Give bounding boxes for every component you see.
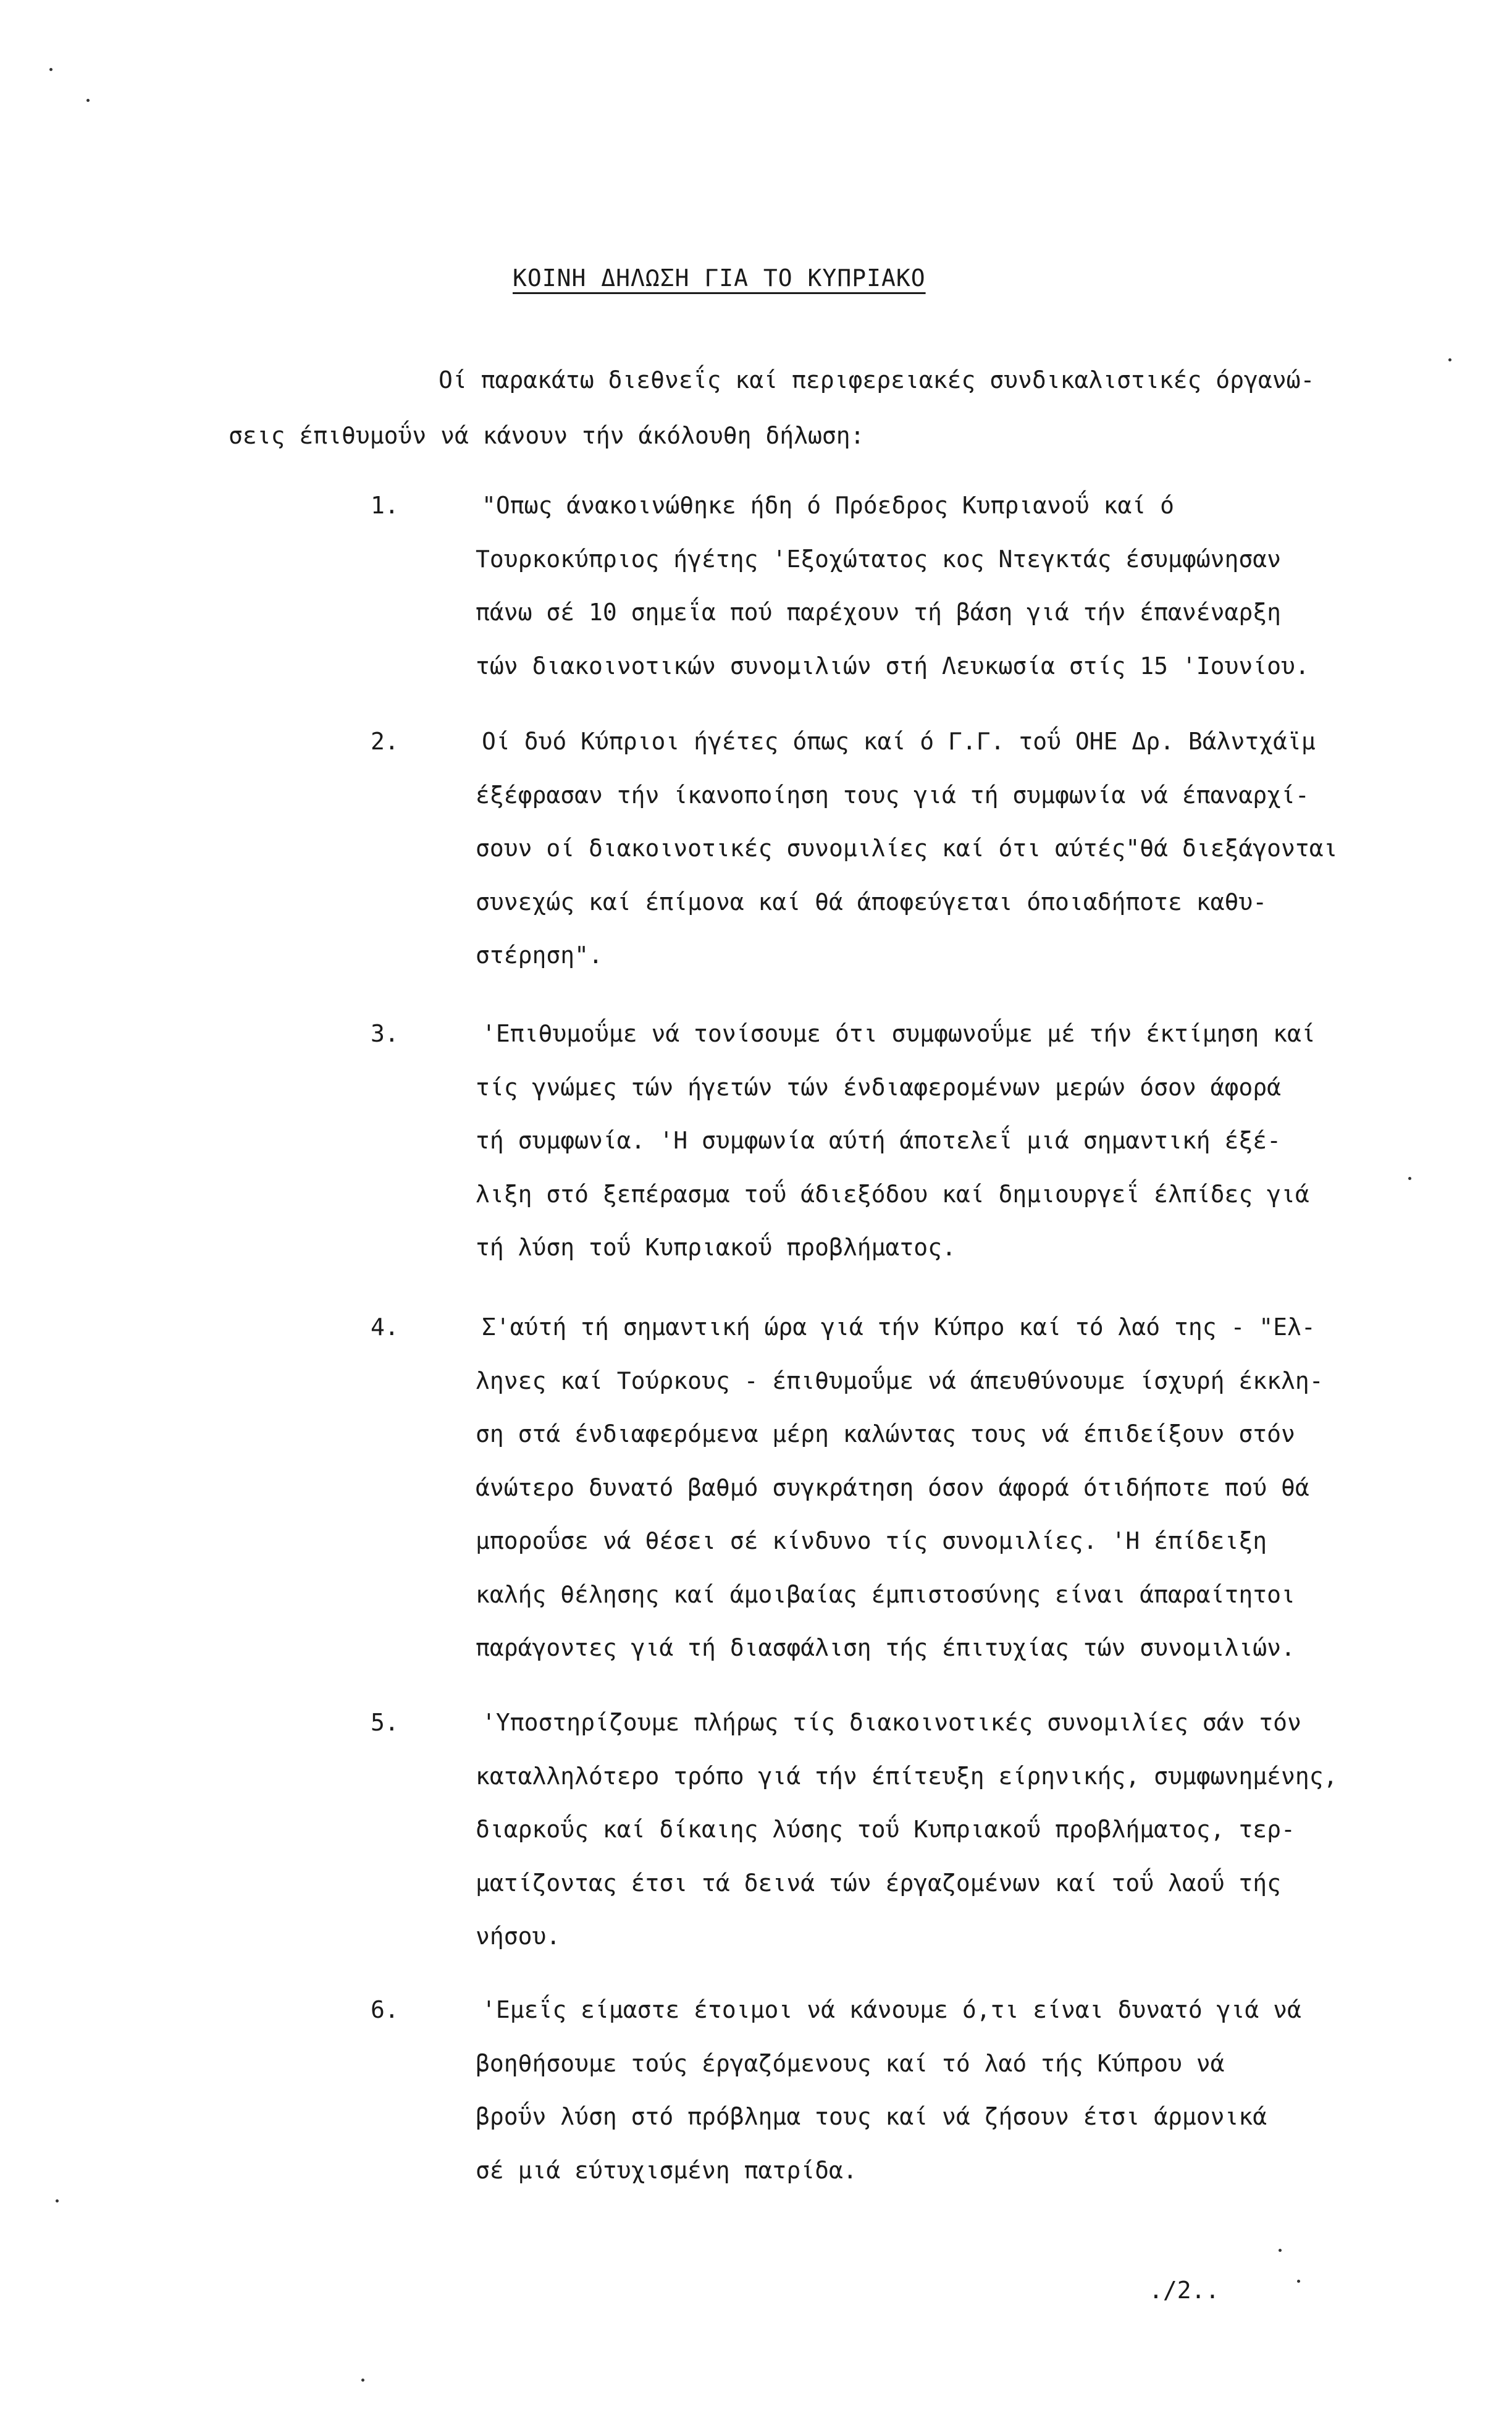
item-number: 3. xyxy=(371,1020,399,1047)
item-line: τή λύση τοΰ Κυπριακοΰ προβλήματος. xyxy=(476,1234,956,1261)
item-line: Τουρκοκύπριος ήγέτης 'Εξοχώτατος κος Ντεγκτάς έσυμφώνησαν xyxy=(476,545,1282,573)
item-line: μποροΰσε νά θέσει σέ κίνδυνο τίς συνομιλίες. 'Η έπίδειξη xyxy=(476,1527,1267,1554)
item-line: Οί δυό Κύπριοι ήγέτες όπως καί ό Γ.Γ. τοΰ ΟΗΕ Δρ. Βάλντχάϊμ xyxy=(482,728,1316,755)
page-number: ./2.. xyxy=(1149,2277,1220,2304)
item-line: "Οπως άνακοινώθηκε ήδη ό Πρόεδρος Κυπριανοΰ καί ό xyxy=(482,492,1175,519)
list-item-4 xyxy=(371,1300,1427,1675)
scan-speck xyxy=(1297,2280,1300,2283)
item-line: 'Εμεΐς είμαστε έτοιμοι νά κάνουμε ό,τι είναι δυνατό γιά νά xyxy=(482,1996,1301,2023)
item-number: 4. xyxy=(371,1313,399,1341)
item-line: ση στά ένδιαφερόμενα μέρη καλώντας τους νά έπιδείξουν στόν xyxy=(476,1420,1295,1448)
scan-speck xyxy=(1448,358,1451,361)
document-title: ΚΟΙΝΗ ΔΗΛΩΣΗ ΓΙΑ ΤΟ ΚΥΠΡΙΑΚΟ xyxy=(513,264,926,292)
item-number: 6. xyxy=(371,1996,399,2023)
item-line: σουν οί διακοινοτικές συνομιλίες καί ότι αύτές"θά διεξάγονται xyxy=(476,835,1338,862)
list-item-5 xyxy=(371,1696,1427,1963)
scan-speck xyxy=(49,68,52,71)
item-line: βροΰν λύση στό πρόβλημα τους καί νά ζήσουν έτσι άρμονικά xyxy=(476,2103,1267,2130)
item-line: 'Επιθυμοΰμε νά τονίσουμε ότι συμφωνοΰμε μέ τήν έκτίμηση καί xyxy=(482,1020,1316,1047)
item-line: σέ μιά εύτυχισμένη πατρίδα. xyxy=(476,2156,857,2184)
scan-speck xyxy=(86,99,90,102)
item-line: καταλληλότερο τρόπο γιά τήν έπίτευξη είρηνικής, συμφωνημένης, xyxy=(476,1762,1338,1790)
list-item-3 xyxy=(371,1007,1427,1275)
item-number: 2. xyxy=(371,728,399,755)
item-line: παράγοντες γιά τή διασφάλιση τής έπιτυχίας τών συνομιλιών. xyxy=(476,1634,1295,1661)
item-number: 5. xyxy=(371,1709,399,1736)
list-item-1 xyxy=(371,479,1427,693)
scan-speck xyxy=(1408,1177,1411,1180)
item-line: καλής θέλησης καί άμοιβαίας έμπιστοσύνης είναι άπαραίτητοι xyxy=(476,1580,1295,1608)
item-line: ληνες καί Τούρκους - έπιθυμοΰμε νά άπευθύνουμε ίσχυρή έκκλη- xyxy=(476,1367,1324,1394)
item-line: έξέφρασαν τήν ίκανοποίηση τους γιά τή συμφωνία νά έπαναρχί- xyxy=(476,781,1309,809)
item-line: άνώτερο δυνατό βαθμό συγκράτηση όσον άφορά ότιδήποτε πού θά xyxy=(476,1473,1309,1501)
item-line: στέρηση". xyxy=(476,942,603,969)
intro-paragraph xyxy=(229,352,1402,463)
item-line: 'Υποστηρίζουμε πλήρως τίς διακοινοτικές συνομιλίες σάν τόν xyxy=(482,1709,1301,1736)
scan-speck xyxy=(361,2379,364,2382)
scan-speck xyxy=(56,2199,59,2202)
list-item-2 xyxy=(371,715,1427,982)
item-line: τίς γνώμες τών ήγετών τών ένδιαφερομένων μερών όσον άφορά xyxy=(476,1073,1282,1101)
item-line: τή συμφωνία. 'Η συμφωνία αύτή άποτελεΐ μιά σημαντική έξέ- xyxy=(476,1127,1282,1154)
list-item-6 xyxy=(371,1983,1427,2197)
scan-speck xyxy=(1279,2249,1282,2252)
item-line: ματίζοντας έτσι τά δεινά τών έργαζομένων καί τοΰ λαοΰ τής xyxy=(476,1869,1282,1897)
item-line: Σ'αύτή τή σημαντική ώρα γιά τήν Κύπρο καί τό λαό της - "Ελ- xyxy=(482,1313,1316,1341)
item-line: λιξη στό ξεπέρασμα τοΰ άδιεξόδου καί δημιουργεΐ έλπίδες γιά xyxy=(476,1180,1309,1208)
intro-line: Οί παρακάτω διεθνεΐς καί περιφερειακές συνδικαλιστικές όργανώ- xyxy=(439,366,1315,394)
item-line: νήσου. xyxy=(476,1923,561,1950)
intro-line: σεις έπιθυμοΰν νά κάνουν τήν άκόλουθη δήλωση: xyxy=(229,422,865,449)
item-line: τών διακοινοτικών συνομιλιών στή Λευκωσία στίς 15 'Ιουνίου. xyxy=(476,652,1309,680)
item-line: συνεχώς καί έπίμονα καί θά άποφεύγεται όποιαδήποτε καθυ- xyxy=(476,888,1267,916)
item-number: 1. xyxy=(371,492,399,519)
item-line: πάνω σέ 10 σημεΐα πού παρέχουν τή βάση γιά τήν έπανέναρξη xyxy=(476,599,1282,626)
item-line: διαρκοΰς καί δίκαιης λύσης τοΰ Κυπριακοΰ προβλήματος, τερ- xyxy=(476,1816,1295,1843)
item-line: βοηθήσουμε τούς έργαζόμενους καί τό λαό τής Κύπρου νά xyxy=(476,2049,1225,2077)
